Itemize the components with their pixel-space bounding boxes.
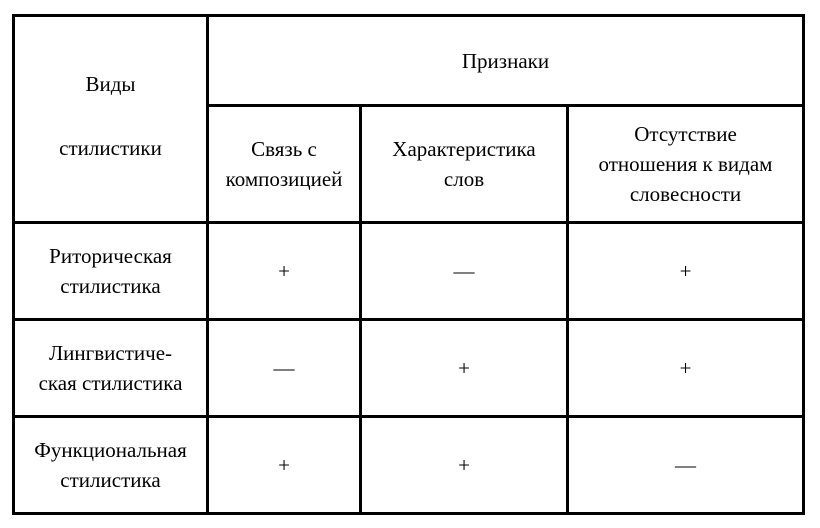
feature-header-composition: Связь с композицией xyxy=(208,106,361,223)
table-cell: + xyxy=(361,320,568,417)
row-label: Лингвистиче- ская стилистика xyxy=(14,320,208,417)
table-cell: — xyxy=(361,223,568,320)
table-cell: + xyxy=(568,320,804,417)
table-cell: + xyxy=(568,223,804,320)
table-cell: — xyxy=(568,417,804,514)
feature-header-word-characteristic: Характеристика слов xyxy=(361,106,568,223)
feature-header-no-relation: Отсутствие отношения к видам словесности xyxy=(568,106,804,223)
kinds-header-cell xyxy=(14,16,208,223)
row-label: Риторическая стилистика xyxy=(14,223,208,320)
kinds-header-line1: Виды xyxy=(85,72,136,96)
table-cell: + xyxy=(208,223,361,320)
table-cell: + xyxy=(361,417,568,514)
features-title: Признаки xyxy=(461,48,550,73)
style-features-table xyxy=(12,14,805,515)
table-row xyxy=(14,223,804,320)
table-row xyxy=(14,417,804,514)
table-cell: — xyxy=(208,320,361,417)
table-row xyxy=(14,320,804,417)
row-label: Функциональная стилистика xyxy=(14,417,208,514)
features-header-cell xyxy=(208,16,804,106)
table-cell: + xyxy=(208,417,361,514)
kinds-header-line2: стилистики xyxy=(59,136,162,160)
